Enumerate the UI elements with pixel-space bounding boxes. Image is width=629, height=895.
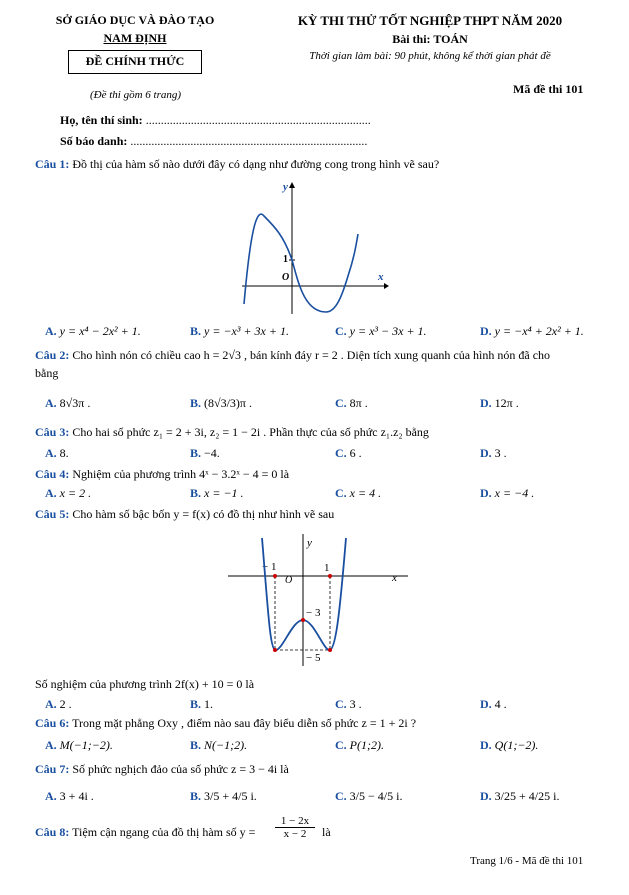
option-key: B.	[190, 738, 202, 752]
question-label: Câu 3:	[35, 425, 70, 439]
question-2	[35, 348, 550, 363]
point	[273, 648, 277, 652]
option-text: 6 .	[349, 446, 362, 460]
option-key: D.	[480, 738, 492, 752]
option-text: y = −x³ + 3x + 1.	[204, 324, 289, 338]
curve	[244, 214, 358, 312]
question-label: Câu 1:	[35, 157, 70, 171]
option-text: 12π .	[494, 396, 519, 410]
question-label: Câu 2:	[35, 348, 70, 362]
option-key: B.	[190, 446, 202, 460]
option-text: y = −x⁴ + 2x² + 1.	[494, 324, 584, 338]
option-key: A.	[45, 396, 57, 410]
question-label: Câu 7:	[35, 762, 70, 776]
point	[301, 618, 305, 622]
tick-one: 1	[324, 562, 330, 574]
question-text: Cho hai số phức z₁ = 2 + 3i, z₂ = 1 − 2i . Phần thực của số phức z₁.z₂ bằng	[72, 425, 429, 439]
option-key: A.	[45, 486, 57, 500]
option-text: 3/5 − 4/5 i.	[349, 789, 403, 803]
option-text: 3 .	[494, 446, 507, 460]
tick-one: 1	[283, 254, 288, 265]
option-key: B.	[190, 396, 202, 410]
option-key: A.	[45, 446, 57, 460]
department-name: SỞ GIÁO DỤC VÀ ĐÀO TẠO	[55, 13, 215, 27]
subject: Bài thi: TOÁN	[392, 32, 468, 46]
question-text: Nghiệm của phương trình 4ˣ − 3.2ˣ − 4 = 0 là	[72, 467, 290, 481]
time-note: Thời gian làm bài: 90 phút, không kể thời gian phát đề	[309, 50, 551, 62]
option-text: 8√3π .	[59, 396, 91, 410]
option-key: A.	[45, 789, 57, 803]
question-text: Cho hàm số bậc bốn y = f(x) có đồ thị như hình vẽ sau	[72, 507, 335, 521]
sbd-label: Số báo danh:	[60, 134, 128, 148]
option-key: C.	[335, 738, 347, 752]
option-text: y = x⁴ − 2x² + 1.	[59, 324, 141, 338]
question-6	[35, 716, 416, 731]
fraction-denominator: x − 2	[283, 828, 307, 840]
option-text: x = 2 .	[59, 486, 92, 500]
name-label: Họ, tên thí sinh:	[60, 113, 143, 127]
option-text: y = x³ − 3x + 1.	[349, 324, 427, 338]
question-label: Câu 6:	[35, 716, 70, 730]
origin-label: O	[282, 272, 290, 283]
point	[328, 574, 332, 578]
question-7	[35, 762, 289, 777]
pages-note: (Đề thi gồm 6 trang)	[90, 89, 182, 101]
tick-minus-three: − 3	[306, 607, 321, 619]
option-key: D.	[480, 697, 492, 711]
graph-1	[232, 176, 392, 322]
fraction-numerator: 1 − 2x	[275, 815, 315, 828]
official-label: ĐỀ CHÍNH THỨC	[85, 54, 185, 68]
y-label: y	[307, 537, 312, 549]
question-label: Câu 5:	[35, 507, 70, 521]
option-text: 1.	[204, 697, 214, 711]
option-key: A.	[45, 324, 57, 338]
option-text: 3 + 4i .	[59, 789, 94, 803]
option-text: N(−1;2).	[204, 738, 248, 752]
option-text: M(−1;−2).	[59, 738, 113, 752]
candidate-name-line	[60, 113, 371, 128]
option-key: D.	[480, 486, 492, 500]
option-text: 3/25 + 4/25 i.	[494, 789, 560, 803]
question-3	[35, 425, 429, 440]
option-key: B.	[190, 697, 202, 711]
candidate-number-line	[60, 134, 367, 149]
option-text: (8√3/3)π .	[204, 396, 252, 410]
option-key: D.	[480, 789, 492, 803]
y-label: y	[283, 181, 288, 193]
exam-code: Mã đề thi 101	[513, 82, 584, 96]
option-key: C.	[335, 789, 347, 803]
option-key: C.	[335, 446, 347, 460]
question-5	[35, 507, 334, 522]
exam-title: KỲ THI THỬ TỐT NGHIỆP THPT NĂM 2020	[297, 13, 563, 28]
option-key: B.	[190, 486, 202, 500]
option-text: Q(1;−2).	[494, 738, 539, 752]
option-key: A.	[45, 697, 57, 711]
option-text: 3/5 + 4/5 i.	[204, 789, 257, 803]
option-key: B.	[190, 789, 202, 803]
option-key: B.	[190, 324, 202, 338]
question-8-end: là	[322, 825, 331, 839]
point	[273, 574, 277, 578]
option-text: x = −1 .	[204, 486, 244, 500]
tick-minus-one: − 1	[262, 561, 277, 573]
y-arrow-icon	[289, 182, 295, 188]
option-key: D.	[480, 396, 492, 410]
page-footer: Trang 1/6 - Mã đề thi 101	[470, 855, 584, 867]
question-1	[35, 157, 439, 172]
question-text: Số phức nghịch đảo của số phức z = 3 − 4i là	[72, 762, 289, 776]
sbd-dots: ...............................................................................	[130, 134, 368, 148]
question-5-cont: Số nghiệm của phương trình 2f(x) + 10 = 0 là	[35, 677, 255, 691]
tick-minus-five: − 5	[306, 652, 321, 664]
name-dots: ...........................................................................	[145, 113, 371, 127]
origin-label: O	[285, 575, 293, 586]
question-text: Trong mặt phẳng Oxy , điểm nào sau đây biểu diễn số phức z = 1 + 2i ?	[72, 716, 417, 730]
option-key: D.	[480, 324, 492, 338]
question-2-cont: bằng	[35, 366, 59, 380]
question-text: Đồ thị của hàm số nào dưới đây có dạng như đường cong trong hình vẽ sau?	[72, 157, 440, 171]
option-text: x = −4 .	[494, 486, 535, 500]
option-key: C.	[335, 697, 347, 711]
question-4	[35, 467, 289, 482]
fraction	[275, 815, 315, 840]
option-text: P(1;2).	[349, 738, 384, 752]
question-8	[35, 825, 255, 840]
question-label: Câu 4:	[35, 467, 70, 481]
option-text: x = 4 .	[349, 486, 382, 500]
option-text: 3 .	[349, 697, 362, 711]
point	[328, 648, 332, 652]
department-city: NAM ĐỊNH	[103, 31, 167, 45]
option-text: 8π .	[349, 396, 368, 410]
option-key: C.	[335, 486, 347, 500]
option-key: C.	[335, 324, 347, 338]
option-text: 2 .	[59, 697, 72, 711]
question-label: Câu 8:	[35, 825, 70, 839]
graph-5	[224, 530, 414, 670]
x-arrow-icon	[384, 283, 389, 289]
question-text: Cho hình nón có chiều cao h = 2√3 , bán kính đáy r = 2 . Diện tích xung quanh của hình nón đã cho	[72, 348, 551, 362]
question-text: Tiệm cận ngang của đồ thị hàm số y =	[72, 825, 256, 839]
option-text: −4.	[204, 446, 220, 460]
option-key: C.	[335, 396, 347, 410]
option-text: 4 .	[494, 697, 507, 711]
option-key: D.	[480, 446, 492, 460]
x-label: x	[378, 271, 384, 283]
option-key: A.	[45, 738, 57, 752]
option-text: 8.	[59, 446, 69, 460]
x-label: x	[392, 572, 397, 584]
